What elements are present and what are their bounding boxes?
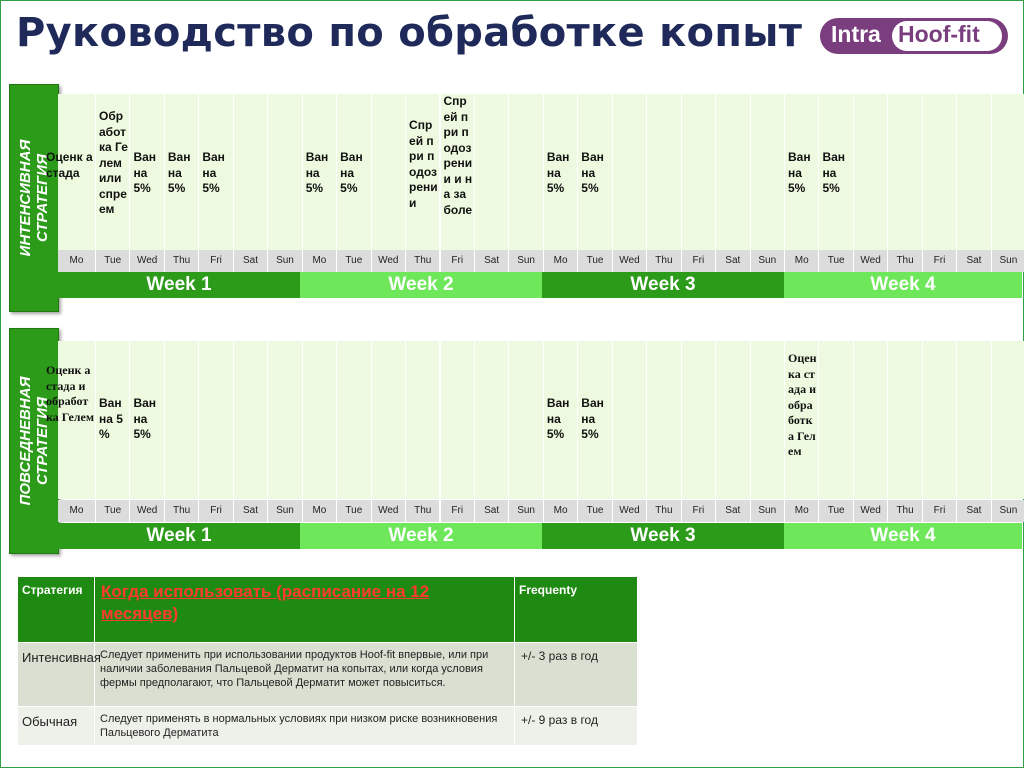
intensive-task-text: Ванна 5%: [133, 150, 157, 195]
intensive-week-2: Week 2: [300, 272, 542, 298]
everyday-day-cell: [372, 341, 406, 499]
intensive-task-row: [46, 94, 1022, 250]
everyday-day-label: Sun: [509, 500, 543, 522]
everyday-week-4: Week 4: [784, 523, 1022, 549]
everyday-day-label: Sat: [234, 500, 268, 522]
intensive-day-cell: [303, 94, 337, 250]
everyday-day-cell: [992, 341, 1024, 499]
intensive-day-label: Sun: [751, 250, 785, 272]
everyday-day-label: Tue: [819, 500, 853, 522]
header-when: [95, 577, 515, 643]
intensive-day-label: Sun: [992, 250, 1024, 272]
intensive-day-label: Wed: [854, 250, 888, 272]
everyday-day-label: Fri: [923, 500, 957, 522]
everyday-task-text: Ванна 5 %: [99, 396, 123, 441]
everyday-weeks-row: [58, 523, 1022, 547]
everyday-label-line2: СТРАТЕГИЯ: [34, 397, 51, 485]
everyday-task-text: Оценк а стада и обработка Гелем: [46, 363, 95, 424]
logo-text-intra: Intra: [831, 21, 881, 47]
everyday-day-cell: [957, 341, 991, 499]
everyday-day-label: Sun: [992, 500, 1024, 522]
everyday-day-cell: [613, 341, 647, 499]
everyday-day-cell: [268, 341, 302, 499]
intensive-day-cell: [165, 94, 199, 250]
everyday-day-label: Tue: [96, 500, 130, 522]
everyday-day-label: Wed: [372, 500, 406, 522]
everyday-day-cell: [888, 341, 922, 499]
intensive-day-cell: [647, 94, 681, 250]
intensive-day-cell: [888, 94, 922, 250]
everyday-day-cell: [406, 341, 440, 499]
row-regular-freq: +/- 9 раз в год: [515, 707, 638, 746]
everyday-task-text: Ванна 5%: [133, 396, 157, 441]
everyday-day-label: Tue: [578, 500, 612, 522]
intensive-day-cell: [199, 94, 233, 250]
header-when-text: Когда использовать (расписание на 12 месяцев): [101, 582, 430, 623]
everyday-day-label: Fri: [199, 500, 233, 522]
intensive-day-label: Wed: [613, 250, 647, 272]
everyday-strategy-label: [9, 328, 59, 554]
everyday-day-cell: [923, 341, 957, 499]
intensive-week-4: Week 4: [784, 272, 1022, 298]
intensive-day-cell: [46, 94, 96, 250]
intensive-day-label: Mo: [544, 250, 578, 272]
everyday-day-label: Sun: [268, 500, 302, 522]
everyday-day-cell: [96, 341, 130, 499]
everyday-day-label: Thu: [888, 500, 922, 522]
strategy-table: [17, 576, 638, 746]
intensive-day-cell: [441, 94, 475, 250]
everyday-day-cell: [785, 341, 819, 499]
intensive-day-label: Fri: [682, 250, 716, 272]
intensive-day-label: Thu: [165, 250, 199, 272]
everyday-day-label: Sun: [751, 500, 785, 522]
everyday-day-label: Wed: [130, 500, 164, 522]
intensive-day-cell: [957, 94, 991, 250]
intensive-days-row: [58, 250, 1022, 272]
intensive-day-cell: [854, 94, 888, 250]
intensive-strategy-label: [9, 84, 59, 312]
everyday-day-cell: [509, 341, 543, 499]
everyday-day-label: Thu: [406, 500, 440, 522]
intensive-task-text: Ванна 5%: [788, 150, 811, 195]
everyday-day-label: Sat: [475, 500, 509, 522]
intensive-label-line2: СТРАТЕГИЯ: [34, 154, 51, 242]
intensive-day-cell: [96, 94, 130, 250]
intensive-day-label: Sat: [716, 250, 750, 272]
everyday-day-cell: [130, 341, 164, 499]
row-regular-name: Обычная: [18, 707, 95, 746]
everyday-week-1: Week 1: [58, 523, 300, 549]
table-header-row: [18, 577, 638, 643]
everyday-day-label: Sat: [716, 500, 750, 522]
everyday-day-label: Wed: [613, 500, 647, 522]
intensive-day-cell: [475, 94, 509, 250]
row-intensive-name: Интенсивная: [18, 643, 95, 707]
intensive-task-text: Ванна 5%: [340, 150, 363, 195]
everyday-task-row: [46, 341, 1022, 499]
table-row: [18, 643, 638, 707]
intensive-day-cell: [406, 94, 440, 250]
intensive-day-label: Thu: [888, 250, 922, 272]
everyday-day-cell: [303, 341, 337, 499]
everyday-day-label: Fri: [441, 500, 475, 522]
everyday-day-cell: [337, 341, 371, 499]
page-title: Руководство по обработке копыт: [16, 10, 803, 56]
intensive-day-label: Sat: [957, 250, 991, 272]
intensive-day-cell: [751, 94, 785, 250]
intensive-day-cell: [923, 94, 957, 250]
everyday-day-cell: [441, 341, 475, 499]
intensive-task-text: Спрей при подозрении и на заболе: [443, 94, 473, 217]
intensive-day-cell: [509, 94, 543, 250]
intensive-day-cell: [785, 94, 819, 250]
intensive-weeks-row: [58, 272, 1022, 298]
intra-hoof-fit-logo: [820, 18, 1008, 54]
intensive-day-label: Tue: [337, 250, 371, 272]
everyday-day-cell: [682, 341, 716, 499]
everyday-day-cell: [578, 341, 612, 499]
intensive-day-label: Sat: [234, 250, 268, 272]
intensive-day-label: Sat: [475, 250, 509, 272]
intensive-day-cell: [716, 94, 750, 250]
row-regular-desc: Следует применять в нормальных условиях при низком риске возникновения Пальцевого Дерматита: [95, 707, 515, 746]
intensive-day-label: Mo: [58, 250, 96, 272]
intensive-day-label: Mo: [785, 250, 819, 272]
everyday-day-label: Wed: [854, 500, 888, 522]
header-frequency: Frequenty: [515, 577, 638, 643]
intensive-day-label: Fri: [923, 250, 957, 272]
everyday-day-label: Sat: [957, 500, 991, 522]
intensive-day-cell: [819, 94, 853, 250]
everyday-day-label: Thu: [647, 500, 681, 522]
everyday-day-cell: [46, 341, 96, 499]
intensive-week-3: Week 3: [542, 272, 784, 298]
everyday-day-cell: [854, 341, 888, 499]
everyday-day-cell: [165, 341, 199, 499]
everyday-day-cell: [475, 341, 509, 499]
logo-text-hoof-fit: Hoof-fit: [898, 21, 980, 47]
intensive-day-label: Wed: [130, 250, 164, 272]
intensive-task-text: Ванна 5%: [202, 150, 225, 195]
intensive-day-label: Sun: [268, 250, 302, 272]
intensive-day-label: Thu: [647, 250, 681, 272]
everyday-day-label: Mo: [303, 500, 337, 522]
everyday-task-text: Ванна 5%: [546, 396, 570, 441]
everyday-days-row: [58, 500, 1022, 522]
intensive-day-cell: [130, 94, 164, 250]
row-intensive-desc: Следует применить при использовании продуктов Hoof-fit впервые, или при наличии заболевания Пальцевой Дерматит на копытах, или когда условия фермы предполагают, что Пальцевой Дерматит может повыситься.: [95, 643, 515, 707]
everyday-day-cell: [716, 341, 750, 499]
everyday-week-2: Week 2: [300, 523, 542, 549]
intensive-day-label: Tue: [96, 250, 130, 272]
intensive-task-text: Ванна 5%: [546, 150, 570, 195]
intensive-day-cell: [268, 94, 302, 250]
intensive-task-text: Ванна 5%: [581, 150, 604, 195]
everyday-label-line1: ПОВСЕДНЕВНАЯ: [17, 376, 34, 506]
intensive-day-label: Mo: [303, 250, 337, 272]
everyday-day-cell: [199, 341, 233, 499]
everyday-day-label: Thu: [165, 500, 199, 522]
everyday-day-cell: [544, 341, 578, 499]
header-strategy: Стратегия: [18, 577, 95, 643]
intensive-day-label: Tue: [578, 250, 612, 272]
everyday-day-label: Tue: [337, 500, 371, 522]
intensive-day-cell: [682, 94, 716, 250]
intensive-day-cell: [992, 94, 1024, 250]
intensive-label-line1: ИНТЕНСИВНАЯ: [17, 139, 34, 257]
everyday-day-cell: [234, 341, 268, 499]
intensive-day-cell: [544, 94, 578, 250]
intensive-day-cell: [578, 94, 612, 250]
everyday-day-cell: [751, 341, 785, 499]
intensive-day-label: Thu: [406, 250, 440, 272]
everyday-day-label: Mo: [58, 500, 96, 522]
everyday-week-3: Week 3: [542, 523, 784, 549]
intensive-day-label: Fri: [199, 250, 233, 272]
intensive-day-label: Tue: [819, 250, 853, 272]
intensive-day-label: Fri: [441, 250, 475, 272]
intensive-day-cell: [337, 94, 371, 250]
intensive-task-text: Ванна 5%: [167, 150, 191, 195]
everyday-day-label: Fri: [682, 500, 716, 522]
everyday-day-label: Mo: [544, 500, 578, 522]
intensive-task-text: Спрей при подозрении: [409, 118, 438, 210]
intensive-day-cell: [613, 94, 647, 250]
everyday-day-cell: [819, 341, 853, 499]
intensive-task-text: Ванна 5%: [822, 150, 846, 195]
intensive-task-text: Обработка Гелем или спреем: [99, 109, 128, 216]
intensive-task-text: Ванна 5%: [305, 150, 329, 195]
everyday-day-label: Mo: [785, 500, 819, 522]
table-row: [18, 707, 638, 746]
row-intensive-freq: +/- 3 раз в год: [515, 643, 638, 707]
intensive-day-cell: [372, 94, 406, 250]
intensive-week-1: Week 1: [58, 272, 300, 298]
intensive-day-label: Wed: [372, 250, 406, 272]
intensive-day-cell: [234, 94, 268, 250]
everyday-day-cell: [647, 341, 681, 499]
intensive-day-label: Sun: [509, 250, 543, 272]
everyday-task-text: Оценка стада и обработка Гелем: [788, 351, 817, 458]
intensive-task-text: Оценк а стада: [46, 150, 93, 180]
everyday-task-text: Ванна 5%: [581, 396, 604, 441]
